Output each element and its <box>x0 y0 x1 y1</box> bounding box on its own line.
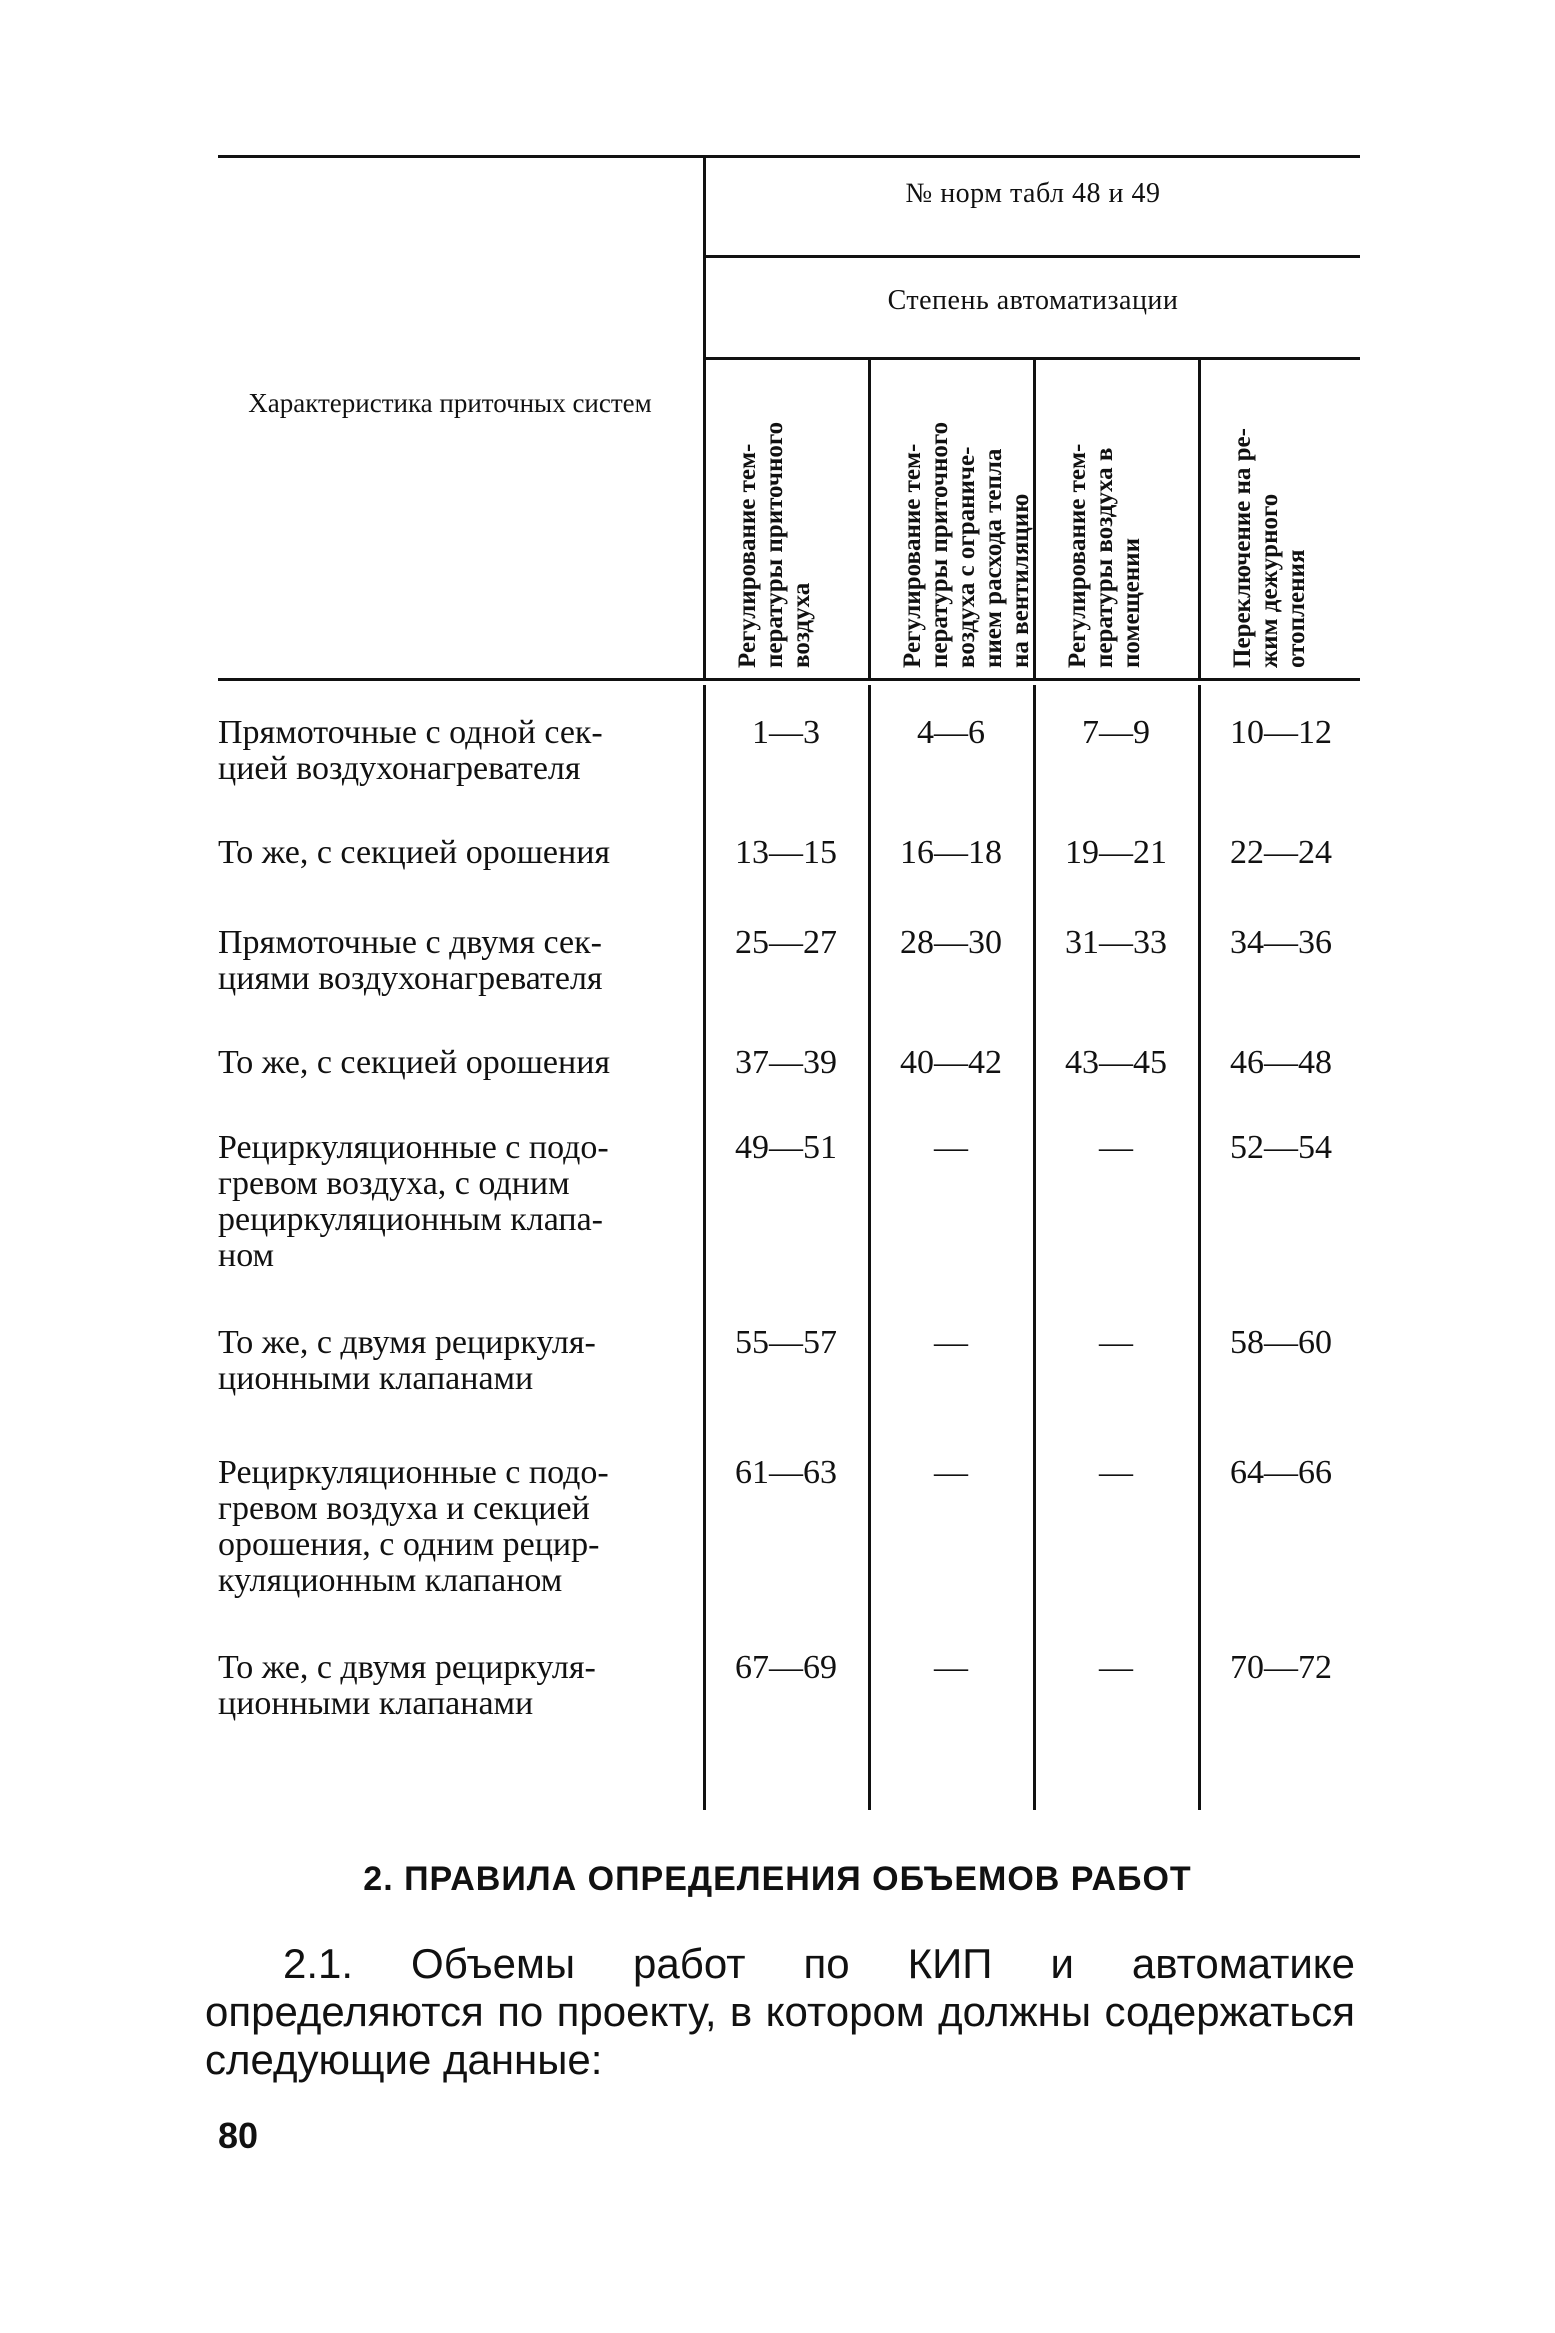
table-cell: 67—69 <box>735 1649 837 1686</box>
column-header-1-line: пературы приточного <box>761 421 788 668</box>
table-cell: 52—54 <box>1230 1129 1332 1166</box>
table-cell: 49—51 <box>735 1129 837 1166</box>
table-cell: 25—27 <box>735 924 837 961</box>
table-cell: 40—42 <box>900 1044 1002 1081</box>
table-cell: 55—57 <box>735 1324 837 1361</box>
column-header-4 <box>1229 428 1310 668</box>
table-cell: 16—18 <box>900 834 1002 871</box>
table-cell: — <box>1099 1324 1133 1361</box>
column-header-2-line: нием расхода тепла <box>980 448 1007 668</box>
column-header-1-line: Регулирование тем- <box>734 443 761 668</box>
table-cell: 28—30 <box>900 924 1002 961</box>
column-header-3-line: пературы воздуха в <box>1091 447 1118 668</box>
automation-degree-header: Степень автоматизации <box>887 285 1179 316</box>
column-header-2-line: Регулирование тем- <box>899 443 926 668</box>
column-header-3 <box>1064 444 1145 668</box>
norm-header: № норм табл 48 и 49 <box>905 178 1161 209</box>
table-top-rule <box>218 155 1360 158</box>
header-divider-vertical <box>703 158 706 678</box>
table-cell: — <box>934 1324 968 1361</box>
page-number: 80 <box>218 2115 259 2156</box>
table-cell: 31—33 <box>1065 924 1167 961</box>
table-cell: — <box>934 1454 968 1491</box>
table-cell: — <box>1099 1649 1133 1686</box>
column-header-4-line: жим дежурного <box>1256 493 1283 668</box>
table-cell: 46—48 <box>1230 1044 1332 1081</box>
column-header-3-line: помещении <box>1118 538 1145 668</box>
column-header-1-line: воздуха <box>788 582 815 668</box>
table-cell: — <box>934 1649 968 1686</box>
column-header-2 <box>899 422 1034 668</box>
table-cell: 43—45 <box>1065 1044 1167 1081</box>
table-cell: 1—3 <box>752 714 820 751</box>
row-label: То же, с секцией орошения <box>218 1044 611 1081</box>
table-cell: 58—60 <box>1230 1324 1332 1361</box>
table-cell: — <box>1099 1454 1133 1491</box>
column-divider-3 <box>1198 360 1201 678</box>
table-cell: — <box>1099 1129 1133 1166</box>
table-cell: 4—6 <box>917 714 985 751</box>
row-label: Прямоточные с одной сек- цией воздухонагревателя <box>218 714 603 787</box>
norm-header-rule <box>706 255 1360 258</box>
table-cell: 64—66 <box>1230 1454 1332 1491</box>
body-paragraph: 2.1. Объемы работ по КИП и автоматике определяются по проекту, в котором должны содержаться следующие данные: <box>205 1940 1355 2083</box>
characteristic-header: Характеристика приточных систем <box>248 388 652 418</box>
row-label: То же, с секцией орошения <box>218 834 611 871</box>
table-header-bottom-rule <box>218 678 1360 681</box>
table-cell: 37—39 <box>735 1044 837 1081</box>
column-header-2-line: воздуха с ограниче- <box>953 446 980 668</box>
column-divider-1 <box>868 360 871 678</box>
row-label: Прямоточные с двумя сек- циями воздухонагревателя <box>218 924 603 997</box>
table-cell: 70—72 <box>1230 1649 1332 1686</box>
table-cell: 7—9 <box>1082 714 1150 751</box>
table-cell: 10—12 <box>1230 714 1332 751</box>
table-cell: 22—24 <box>1230 834 1332 871</box>
table-cell: 13—15 <box>735 834 837 871</box>
row-label: То же, с двумя рециркуля- ционными клапанами <box>218 1649 596 1722</box>
column-header-4-line: Переключение на ре- <box>1229 428 1256 668</box>
row-label: Рециркуляционные с подо- гревом воздуха и секцией орошения, с одним рецир- куляционным клапаном <box>218 1454 609 1599</box>
row-label: Рециркуляционные с подо- гревом воздуха, с одним рециркуляционным клапа- ном <box>218 1129 609 1274</box>
table-cell: 19—21 <box>1065 834 1167 871</box>
section-heading: 2. ПРАВИЛА ОПРЕДЕЛЕНИЯ ОБЪЕМОВ РАБОТ <box>363 1860 1192 1898</box>
column-header-4-line: отопления <box>1283 549 1310 668</box>
table-cell: 61—63 <box>735 1454 837 1491</box>
row-label: То же, с двумя рециркуля- ционными клапанами <box>218 1324 596 1397</box>
column-header-1 <box>734 422 815 668</box>
column-header-2-line: на вентиляцию <box>1007 493 1034 668</box>
column-header-3-line: Регулирование тем- <box>1064 443 1091 668</box>
column-header-2-line: пературы приточного <box>926 421 953 668</box>
table-cell: — <box>934 1129 968 1166</box>
table-cell: 34—36 <box>1230 924 1332 961</box>
